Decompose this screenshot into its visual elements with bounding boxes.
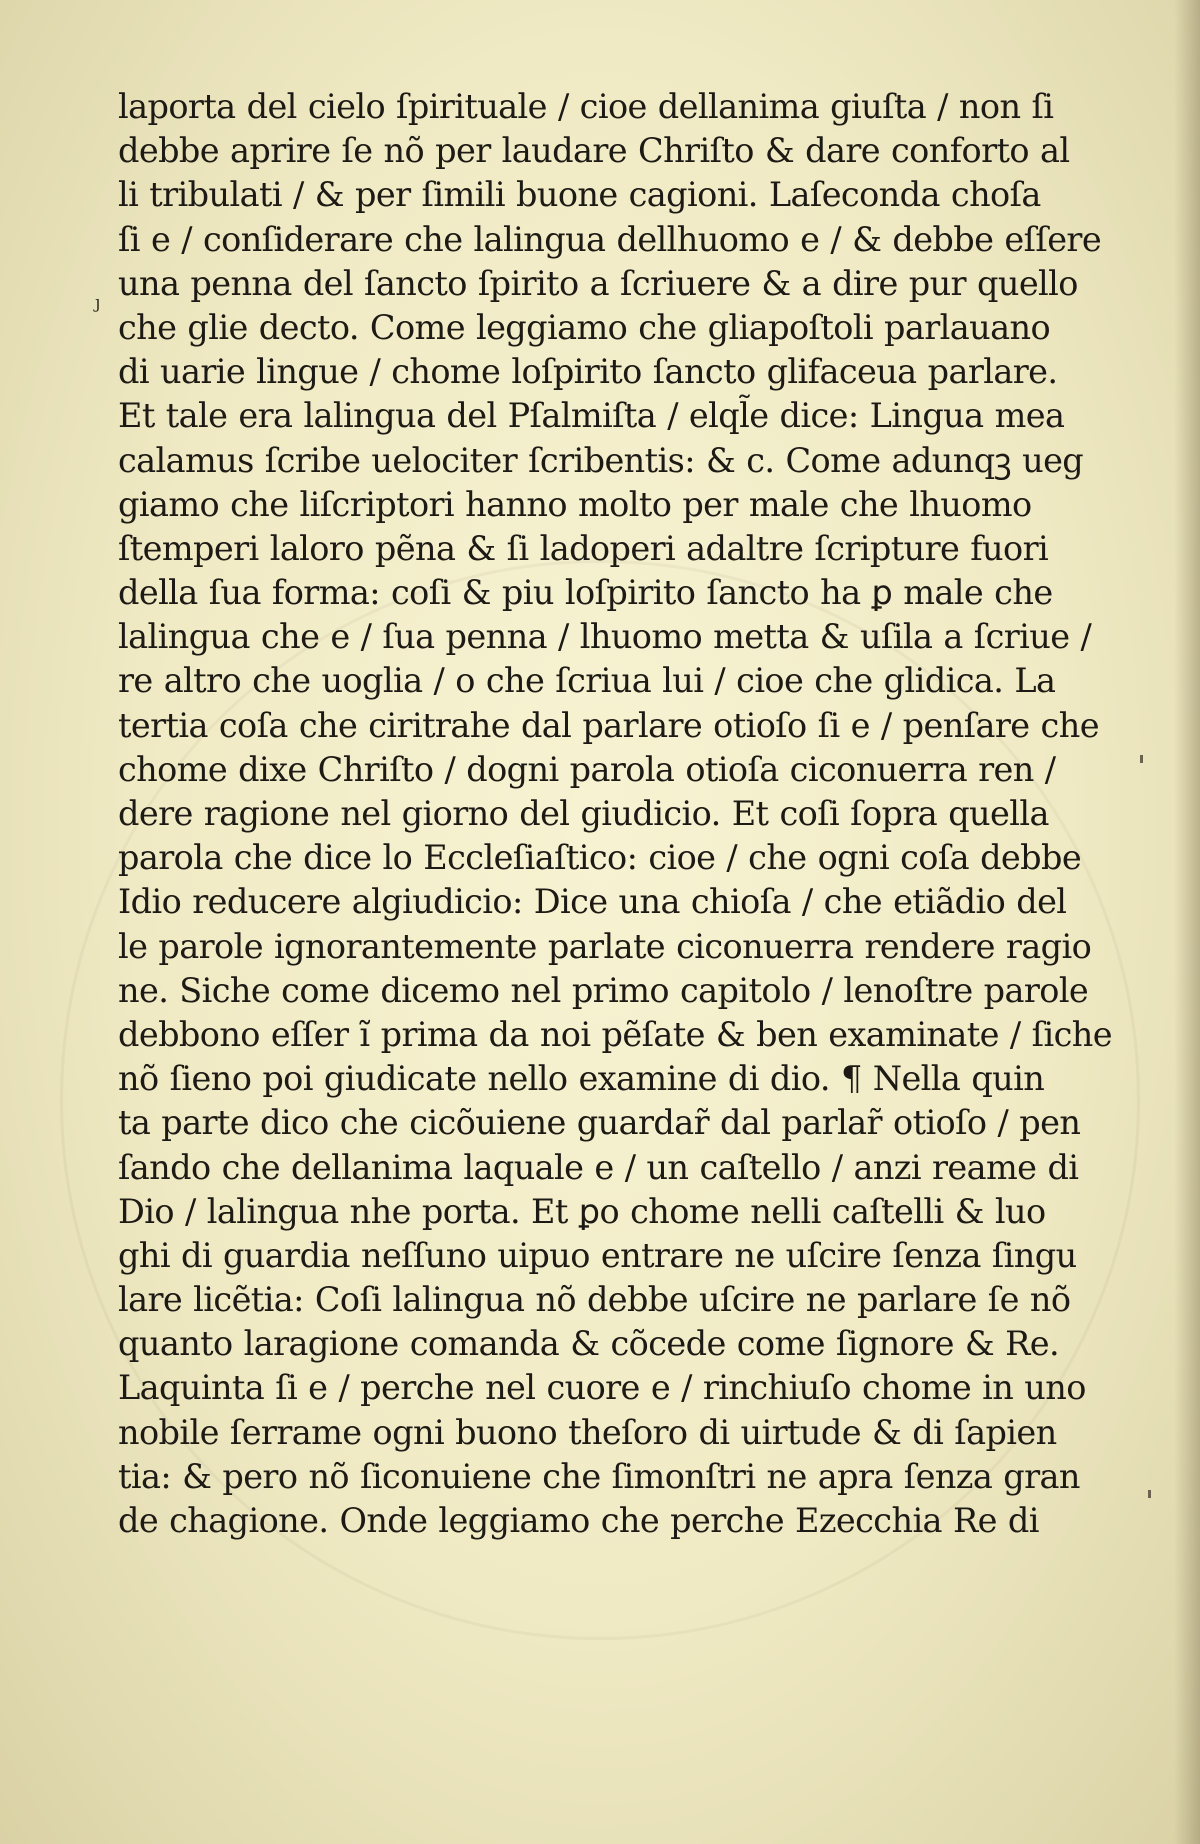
margin-tick-top	[1140, 755, 1143, 763]
body-text	[118, 85, 1112, 1543]
text-line: de chagione. Onde leggiamo che perche Ezecchia Re di	[118, 1501, 1039, 1540]
text-line: ghi di guardia neſſuno uipuo entrare ne uſcire ſenza ſingu	[118, 1235, 1077, 1275]
text-line: laporta del cielo ſpirituale / cioe dellanima giuſta / non ſi	[118, 87, 1054, 126]
text-line: nõ ſieno poi giudicate nello examine di dio. ¶ Nella quin	[118, 1059, 1045, 1099]
text-line: debbono eſſer ĩ prima da noi pẽſate & ben examinate / ſiche	[118, 1014, 1112, 1054]
text-line: tia: & pero nõ ſiconuiene che ſimonſtri ne apra ſenza gran	[118, 1456, 1080, 1496]
text-line: ſando che dellanima laquale e / un caſtello / anzi reame di	[118, 1147, 1079, 1187]
text-line: Et tale era lalingua del Pſalmiſta / elql̃e dice: Lingua mea	[118, 396, 1065, 436]
text-line: nobile ſerrame ogni buono theſoro di uirtude & di ſapien	[118, 1412, 1057, 1452]
margin-mark: ȷ	[95, 292, 101, 313]
text-line: della ſua forma: coſi & piu loſpirito ſancto ha ꝑ male che	[118, 573, 1053, 613]
text-line: chome dixe Chriſto / dogni parola otioſa ciconuerra ren /	[118, 749, 1056, 789]
text-line: dere ragione nel giorno del giudicio. Et coſi ſopra quella	[118, 794, 1049, 833]
text-line: Idio reducere algiudicio: Dice una chioſa / che etiãdio del	[118, 882, 1067, 922]
text-line: quanto laragione comanda & cõcede come ſignore & Re.	[118, 1324, 1060, 1364]
text-line: li tribulati / & per ſimili buone cagioni. Laſeconda choſa	[118, 175, 1041, 215]
text-line: debbe aprire ſe nõ per laudare Chriſto & dare conforto al	[118, 131, 1070, 171]
text-line: ſi e / conſiderare che lalingua dellhuomo e / & debbe eſſere	[118, 219, 1102, 259]
margin-tick-bottom	[1148, 1490, 1151, 1498]
text-line: parola che dice lo Eccleſiaſtico: cioe / che ogni coſa debbe	[118, 838, 1082, 878]
text-line: re altro che uoglia / o che ſcriua lui / cioe che glidica. La	[118, 661, 1056, 701]
text-line: giamo che liſcriptori hanno molto per male che lhuomo	[118, 484, 1032, 524]
text-line: ta parte dico che cicõuiene guardar̃ dal parlar̃ otioſo / pen	[118, 1103, 1081, 1143]
text-line: che glie decto. Come leggiamo che gliapoſtoli parlauano	[118, 307, 1051, 347]
text-line: ſtemperi laloro pẽna & ſi ladoperi adaltre ſcripture fuori	[118, 528, 1049, 568]
text-line: calamus ſcribe uelociter ſcribentis: & c. Come adunqꝫ ueg	[118, 440, 1084, 480]
text-line: una penna del ſancto ſpirito a ſcriuere & a dire pur quello	[118, 263, 1078, 303]
text-line: tertia coſa che ciritrahe dal parlare otioſo ſi e / penſare che	[118, 705, 1099, 745]
text-line: lare licẽtia: Coſi lalingua nõ debbe uſcire ne parlare ſe nõ	[118, 1280, 1071, 1320]
text-line: lalingua che e / ſua penna / lhuomo metta & uſila a ſcriue /	[118, 617, 1092, 657]
page-edge-shadow	[1174, 0, 1200, 1844]
text-line: di uarie lingue / chome loſpirito ſancto glifaceua parlare.	[118, 352, 1058, 392]
text-line: le parole ignorantemente parlate ciconuerra rendere ragio	[118, 926, 1092, 966]
text-line: Dio / lalingua nhe porta. Et ꝑo chome nelli caſtelli & luo	[118, 1191, 1046, 1231]
text-line: Laquinta ſi e / perche nel cuore e / rinchiuſo chome in uno	[118, 1368, 1086, 1408]
text-line: ne. Siche come dicemo nel primo capitolo / lenoſtre parole	[118, 970, 1089, 1010]
